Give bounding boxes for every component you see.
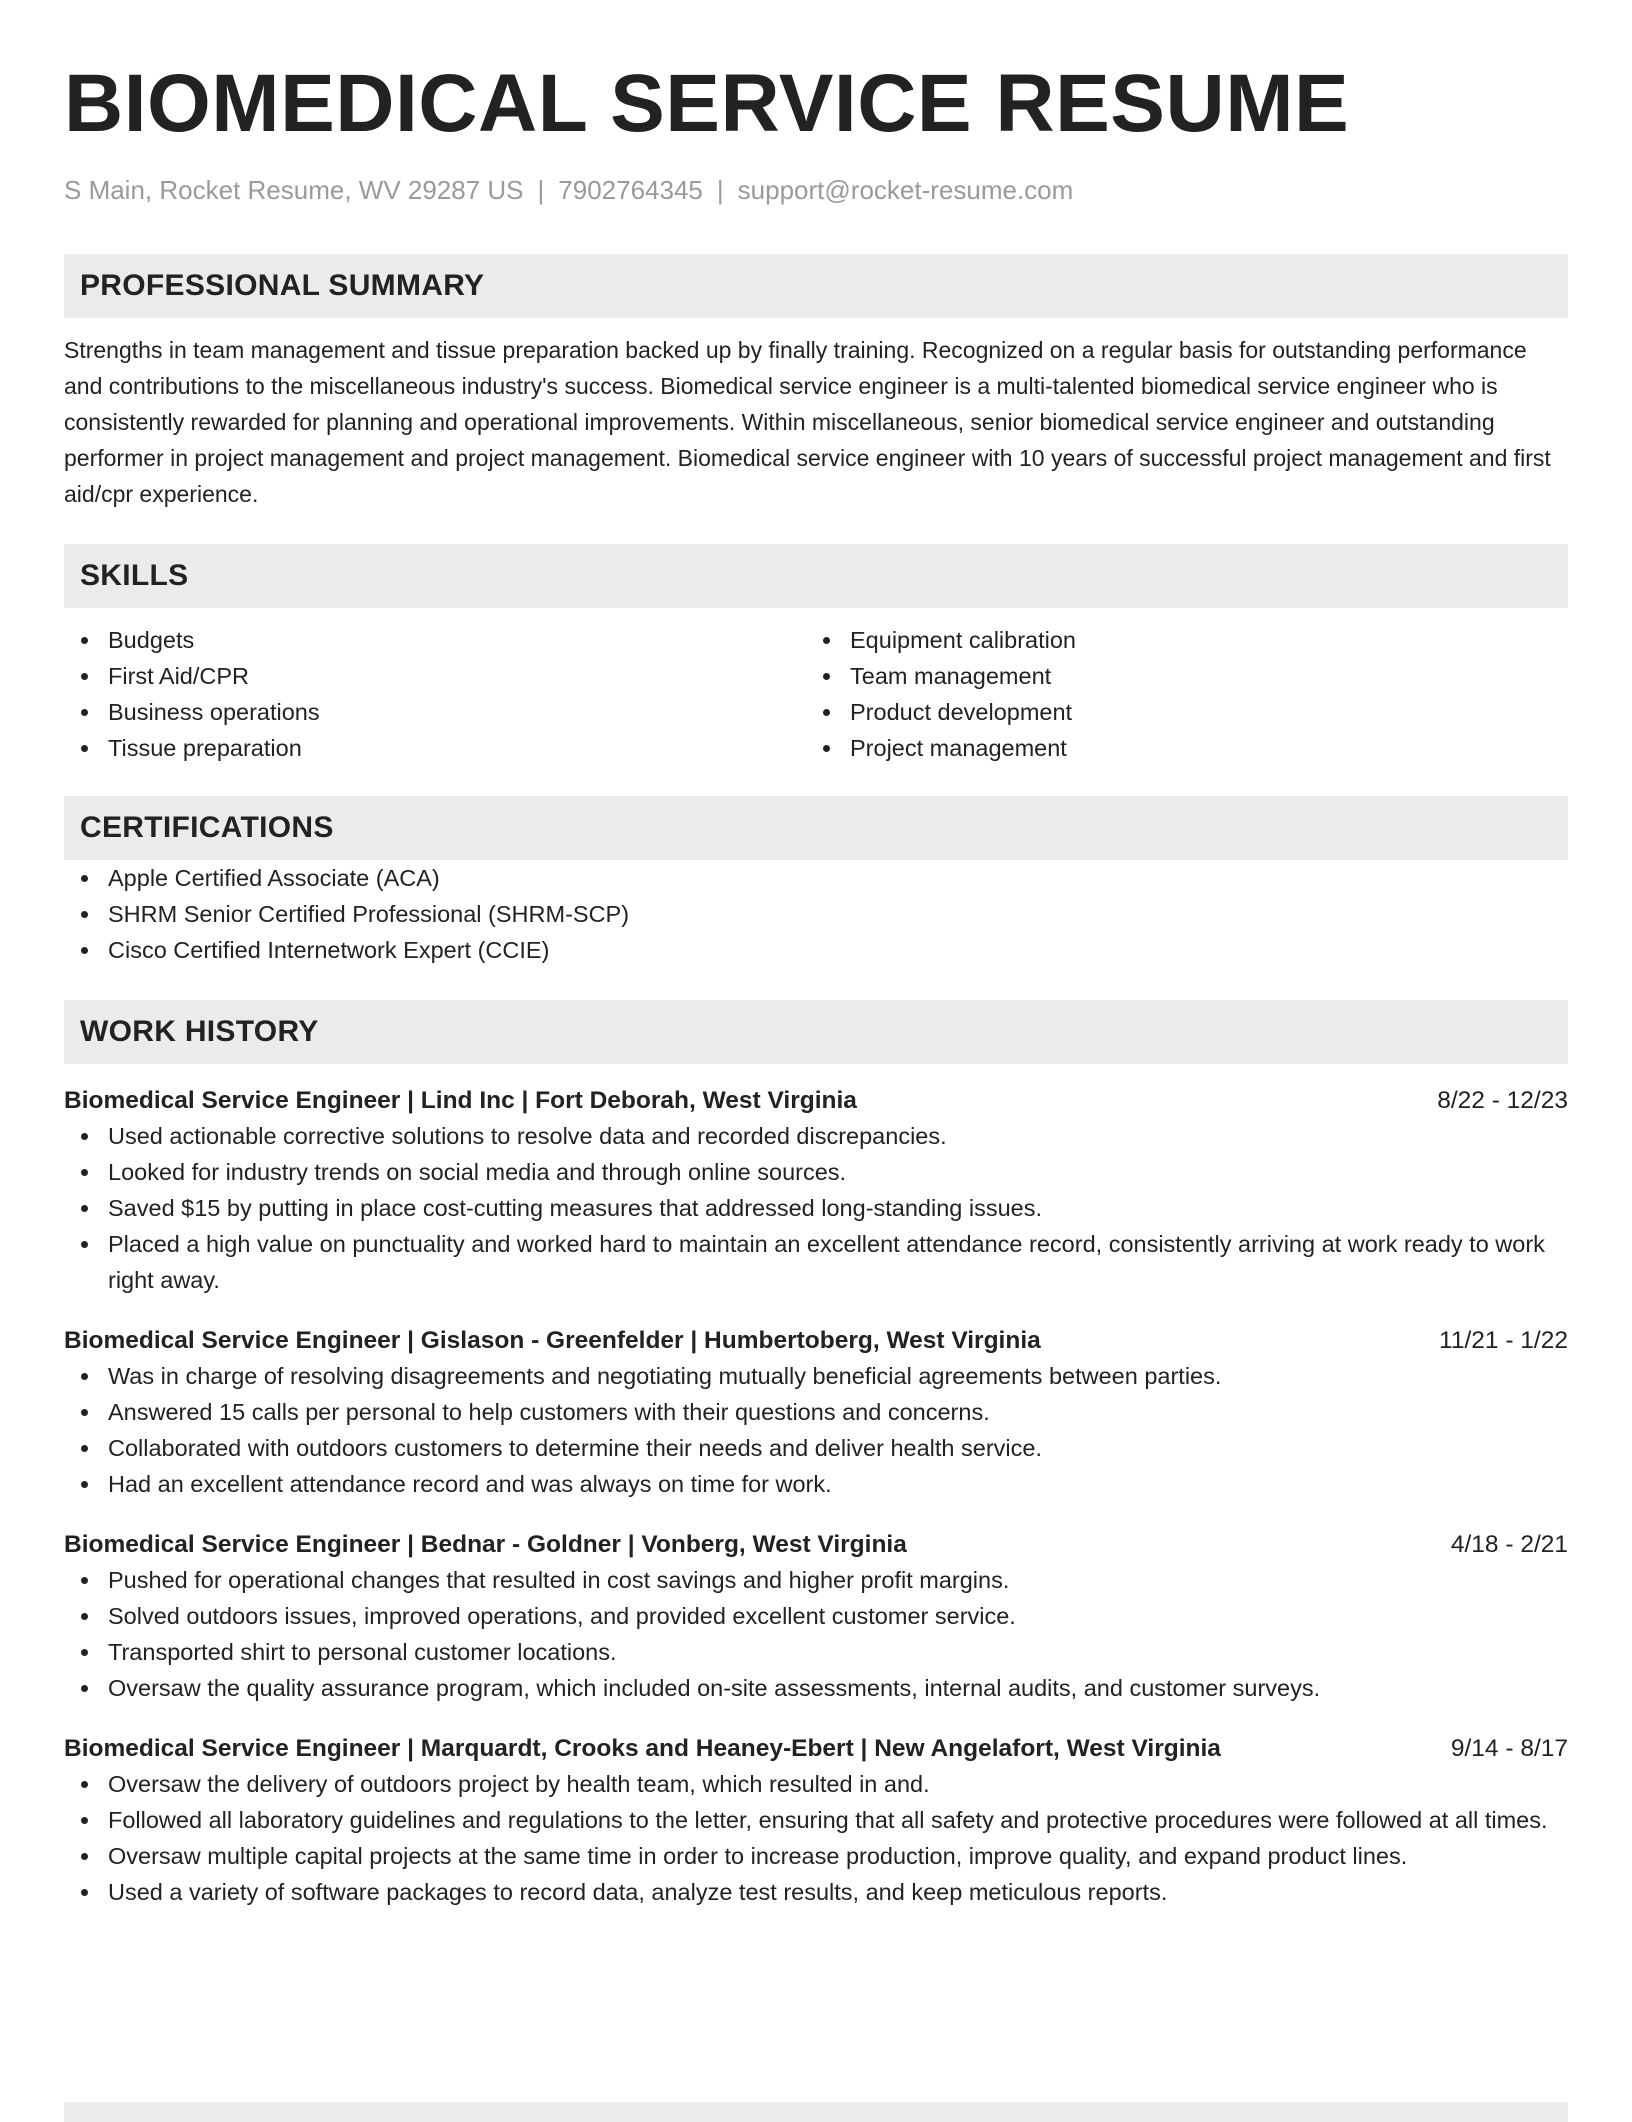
list-item-text: Answered 15 calls per personal to help customers with their questions and concerns.	[108, 1399, 990, 1425]
list-item-text: Transported shirt to personal customer locations.	[108, 1639, 617, 1665]
list-item-text: Equipment calibration	[850, 627, 1076, 653]
summary-heading: PROFESSIONAL SUMMARY	[64, 254, 1568, 318]
list-item	[64, 1430, 1568, 1466]
list-item-text: SHRM Senior Certified Professional (SHRM-SCP)	[108, 901, 630, 927]
job-dates: 9/14 - 8/17	[1450, 1735, 1568, 1762]
bullet-icon	[81, 1169, 88, 1176]
bullet-icon	[81, 1409, 88, 1416]
contact-separator: |	[716, 175, 724, 205]
list-item	[64, 1634, 1568, 1670]
contact-separator: |	[537, 175, 545, 205]
certifications-heading: CERTIFICATIONS	[64, 796, 1568, 860]
bullet-icon	[81, 911, 88, 918]
bullet-icon	[81, 709, 88, 716]
bullet-icon	[81, 1889, 88, 1896]
job-dates: 8/22 - 12/23	[1437, 1087, 1568, 1114]
list-item	[64, 1226, 1568, 1298]
list-item	[64, 1766, 1568, 1802]
bullet-icon	[81, 947, 88, 954]
bullet-icon	[823, 745, 830, 752]
bullet-icon	[81, 1445, 88, 1452]
list-item	[64, 694, 806, 730]
job-header	[64, 1084, 1568, 1118]
list-item	[64, 1598, 1568, 1634]
list-item	[64, 1118, 1568, 1154]
list-item	[64, 1802, 1568, 1838]
summary-text: Strengths in team management and tissue preparation backed up by finally training. Recognized on a regular basis for outstanding performance and contributions to the miscellaneous industry's success. Biomedical service engineer is a multi-talented biomedical service engineer who is consistently rewarded for planning and operational improvements. Within miscellaneous, senior biomedical service engineer and outstanding performer in project management and project management. Biomedical service engineer with 10 years of successful project management and first aid/cpr experience.	[64, 337, 1551, 507]
list-item	[64, 1670, 1568, 1706]
skills-list-right	[806, 622, 1548, 766]
job-entry	[64, 1084, 1568, 1298]
list-item	[64, 860, 1568, 896]
list-item	[64, 1394, 1568, 1430]
bullet-icon	[81, 875, 88, 882]
bullet-icon	[81, 1853, 88, 1860]
job-entry	[64, 1528, 1568, 1706]
list-item-text: Product development	[850, 699, 1073, 725]
job-title: Biomedical Service Engineer | Gislason - Greenfelder | Humbertoberg, West Virginia	[64, 1327, 1041, 1354]
bullet-icon	[81, 1133, 88, 1140]
list-item-text: Followed all laboratory guidelines and regulations to the letter, ensuring that all safety and protective procedures were followed at all times.	[108, 1807, 1548, 1833]
job-entry	[64, 1324, 1568, 1502]
list-item	[64, 1562, 1568, 1598]
bullet-icon	[823, 637, 830, 644]
list-item-text: Placed a high value on punctuality and worked hard to maintain an excellent attendance record, consistently arriving at work ready to work right away.	[108, 1231, 1545, 1293]
contact-email[interactable]: support@rocket-resume.com	[737, 175, 1074, 205]
work-history-heading: WORK HISTORY	[64, 1000, 1568, 1064]
job-bullet-list	[64, 1766, 1568, 1910]
skills-grid	[64, 622, 1568, 766]
list-item-text: Oversaw the delivery of outdoors project by health team, which resulted in and.	[108, 1771, 930, 1797]
job-title: Biomedical Service Engineer | Marquardt, Crooks and Heaney-Ebert | New Angelafort, West Virginia	[64, 1735, 1221, 1762]
list-item-text: Project management	[850, 735, 1067, 761]
job-header	[64, 1528, 1568, 1562]
list-item-text: Saved $15 by putting in place cost-cutting measures that addressed long-standing issues.	[108, 1195, 1043, 1221]
bullet-icon	[81, 1613, 88, 1620]
bullet-icon	[823, 709, 830, 716]
list-item	[64, 1466, 1568, 1502]
job-title: Biomedical Service Engineer | Bednar - Goldner | Vonberg, West Virginia	[64, 1531, 907, 1558]
list-item-text: Pushed for operational changes that resulted in cost savings and higher profit margins.	[108, 1567, 1010, 1593]
bullet-icon	[81, 1205, 88, 1212]
job-dates: 11/21 - 1/22	[1439, 1327, 1568, 1354]
bullet-icon	[823, 673, 830, 680]
list-item-text: Looked for industry trends on social media and through online sources.	[108, 1159, 847, 1185]
job-bullet-list	[64, 1118, 1568, 1298]
list-item-text: Oversaw multiple capital projects at the same time in order to increase production, improve quality, and expand product lines.	[108, 1843, 1408, 1869]
list-item-text: Used a variety of software packages to record data, analyze test results, and keep meticulous reports.	[108, 1879, 1168, 1905]
list-item	[64, 622, 806, 658]
list-item-text: Tissue preparation	[108, 735, 302, 761]
skills-column-left	[64, 622, 806, 766]
list-item	[64, 1838, 1568, 1874]
bullet-icon	[81, 1241, 88, 1248]
list-item	[806, 658, 1548, 694]
list-item	[64, 1358, 1568, 1394]
list-item-text: Collaborated with outdoors customers to determine their needs and deliver health service.	[108, 1435, 1042, 1461]
list-item-text: Business operations	[108, 699, 320, 725]
list-item	[64, 896, 1568, 932]
list-item	[64, 1154, 1568, 1190]
certifications-list	[64, 860, 1568, 968]
bullet-icon	[81, 1817, 88, 1824]
bullet-icon	[81, 673, 88, 680]
job-title: Biomedical Service Engineer | Lind Inc | Fort Deborah, West Virginia	[64, 1087, 857, 1114]
list-item-text: Team management	[850, 663, 1052, 689]
bullet-icon	[81, 745, 88, 752]
list-item	[806, 694, 1548, 730]
list-item-text: Had an excellent attendance record and was always on time for work.	[108, 1471, 832, 1497]
work-history-list	[64, 1084, 1568, 1910]
list-item-text: Apple Certified Associate (ACA)	[108, 865, 440, 891]
contact-phone: 7902764345	[558, 175, 703, 205]
resume-page	[64, 0, 1568, 1910]
contact-line	[64, 174, 1568, 206]
contact-address: S Main, Rocket Resume, WV 29287 US	[64, 175, 524, 205]
job-entry	[64, 1732, 1568, 1910]
list-item-text: Oversaw the quality assurance program, which included on-site assessments, internal audits, and customer surveys.	[108, 1675, 1321, 1701]
list-item-text: Used actionable corrective solutions to resolve data and recorded discrepancies.	[108, 1123, 947, 1149]
list-item-text: First Aid/CPR	[108, 663, 250, 689]
job-header	[64, 1732, 1568, 1766]
bullet-icon	[81, 1781, 88, 1788]
list-item	[64, 1190, 1568, 1226]
list-item-text: Was in charge of resolving disagreements and negotiating mutually beneficial agreements between parties.	[108, 1363, 1222, 1389]
list-item	[64, 730, 806, 766]
bullet-icon	[81, 1373, 88, 1380]
skills-heading: SKILLS	[64, 544, 1568, 608]
next-section-header-bar	[64, 2102, 1568, 2122]
resume-title: BIOMEDICAL SERVICE RESUME	[64, 58, 1350, 149]
job-header	[64, 1324, 1568, 1358]
list-item-text: Cisco Certified Internetwork Expert (CCIE)	[108, 937, 550, 963]
list-item	[64, 1874, 1568, 1910]
list-item-text: Solved outdoors issues, improved operations, and provided excellent customer service.	[108, 1603, 1016, 1629]
job-bullet-list	[64, 1358, 1568, 1502]
bullet-icon	[81, 1577, 88, 1584]
bullet-icon	[81, 637, 88, 644]
bullet-icon	[81, 1649, 88, 1656]
bullet-icon	[81, 1685, 88, 1692]
job-bullet-list	[64, 1562, 1568, 1706]
list-item	[806, 730, 1548, 766]
list-item-text: Budgets	[108, 627, 195, 653]
job-dates: 4/18 - 2/21	[1450, 1531, 1568, 1558]
list-item	[64, 658, 806, 694]
list-item	[64, 932, 1568, 968]
skills-column-right	[806, 622, 1548, 766]
bullet-icon	[81, 1481, 88, 1488]
skills-list-left	[64, 622, 806, 766]
list-item	[806, 622, 1548, 658]
